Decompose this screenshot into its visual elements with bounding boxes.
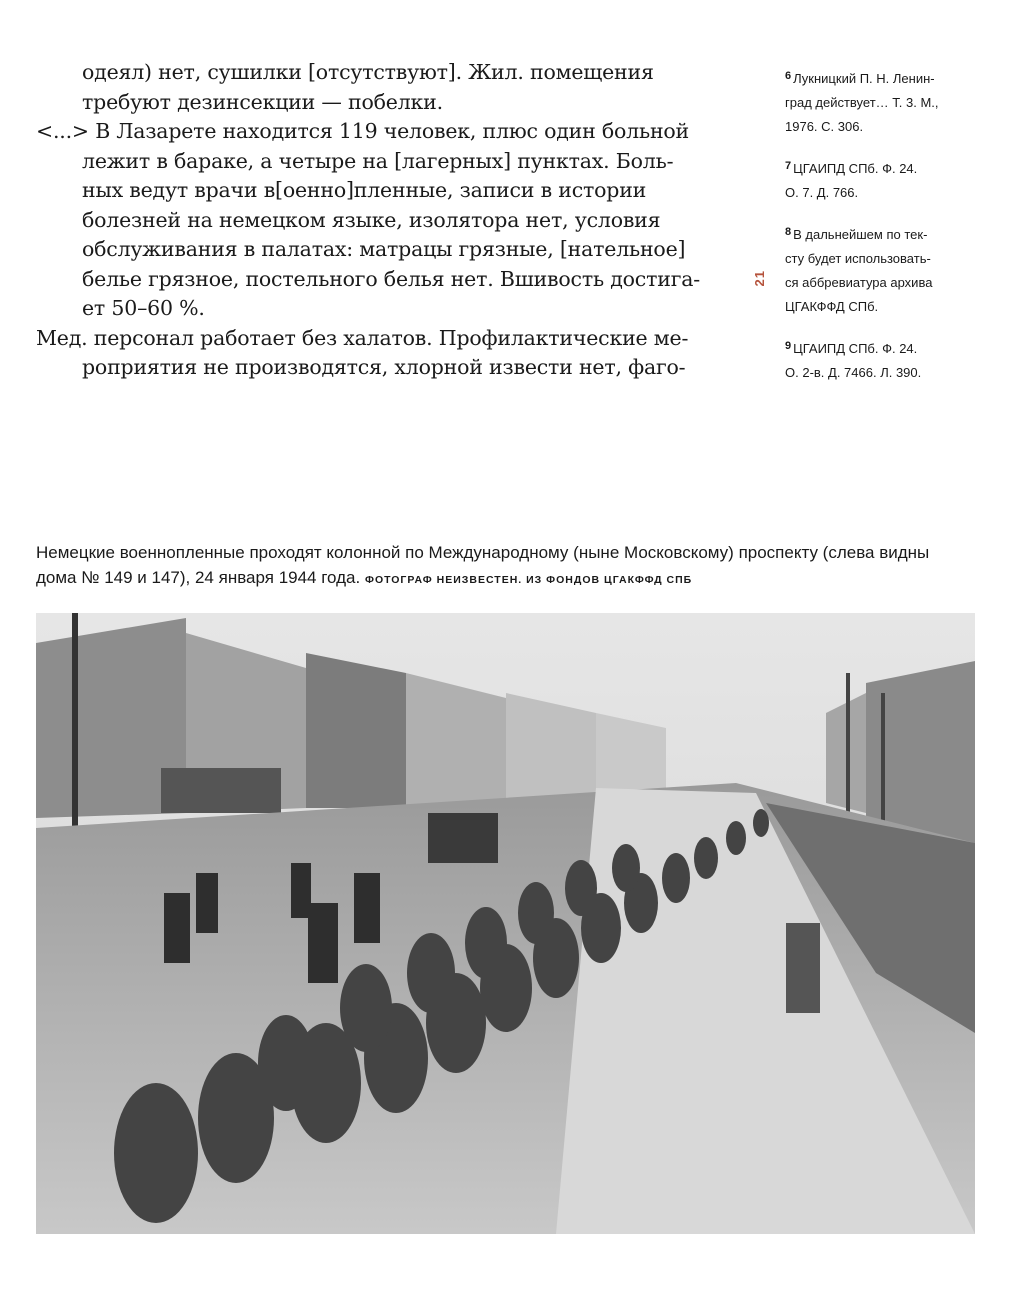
footnote-text: В дальнейшем по тек- сту будет использовать- ся аббревиатура архива ЦГАКФФД СПб. — [785, 227, 933, 314]
main-text-block — [36, 58, 736, 383]
footnote-text: Лукницкий П. Н. Ленин- град действует… Т. 3. М., 1976. С. 306. — [785, 71, 939, 134]
photo-credit: ФОТОГРАФ НЕИЗВЕСТЕН. ИЗ ФОНДОВ ЦГАКФФД СПБ — [364, 574, 693, 586]
footnote-text: ЦГАИПД СПб. Ф. 24. О. 7. Д. 766. — [785, 161, 918, 200]
photo-caption — [36, 540, 941, 593]
paragraph: одеял) нет, сушилки [отсутствуют]. Жил. помещения требуют дезинсекции — побелки. — [82, 60, 654, 114]
footnote-text: ЦГАИПД СПб. Ф. 24. О. 2-в. Д. 7466. Л. 390. — [785, 341, 922, 380]
footnotes — [785, 64, 985, 400]
paragraph: <...> В Лазарете находится 119 человек, плюс один больной лежит в бараке, а четыре на [лагерных] пунктах. Боль- ных ведут врачи в[оенно]пленные, записи в истории болезней на немецком языке, изолятора нет, условия обслуживания в палатах: матрацы грязные, [нательное] белье грязное, постельного белья нет. Вшивость достига- ет 50–60 %. — [36, 119, 700, 320]
footnote — [785, 220, 985, 319]
footnote-number: 6 — [785, 70, 792, 82]
footnote-number: 7 — [785, 160, 792, 172]
photo-illustration — [36, 613, 975, 1234]
footnote — [785, 334, 985, 385]
paragraph: Мед. персонал работает без халатов. Профилактические ме- роприятия не производятся, хлорной извести нет, фаго- — [36, 325, 689, 379]
footnote-number: 8 — [785, 226, 792, 238]
caption-text: Немецкие военнопленные проходят колонной по Международному (ныне Московскому) проспекту (слева видны дома № 149 и 147), 24 января 1944 года. — [36, 543, 930, 587]
historical-photo — [36, 613, 975, 1234]
footnote — [785, 64, 985, 139]
footnote — [785, 154, 985, 205]
footnote-number: 9 — [785, 340, 792, 352]
page-number: 21 — [752, 270, 767, 287]
